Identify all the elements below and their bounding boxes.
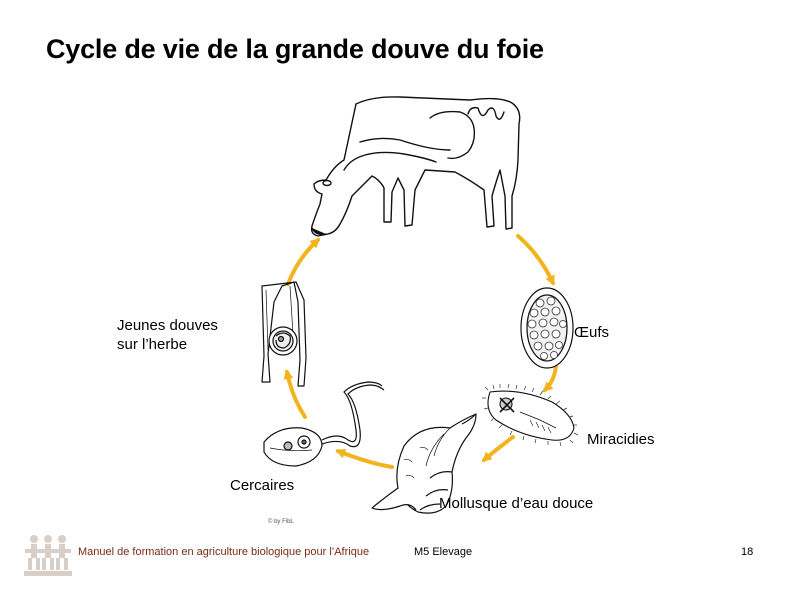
- footer-page-number: 18: [741, 546, 754, 558]
- cercaria-illustration: [264, 382, 384, 466]
- stage-label-cercaria: Cercaires: [230, 477, 295, 494]
- cow-illustration: [312, 97, 520, 236]
- footer-manual-title: Manuel de formation en agriculture biologique pour l’Afrique: [78, 546, 370, 558]
- miracidium-illustration: [482, 384, 578, 446]
- stage-label-miracidia: Miracidies: [587, 431, 655, 448]
- young-flukes-line2: sur l’herbe: [117, 336, 188, 353]
- stage-label-snail: Mollusque d’eau douce: [439, 495, 594, 512]
- stage-label-eggs: Œufs: [574, 324, 610, 341]
- arrow-grass-to-cow: [288, 240, 318, 284]
- arrow-cow-to-eggs: [518, 236, 553, 283]
- slide-title: Cycle de vie de la grande douve du foie: [46, 34, 544, 64]
- egg-illustration: [521, 288, 573, 368]
- stage-label-young-flukes: [117, 316, 218, 354]
- footer-module: M5 Elevage: [414, 546, 473, 558]
- arrow-snail-to-cercaria: [338, 451, 392, 467]
- grass-cyst-illustration: [262, 282, 306, 386]
- copyright-note: © by FibL: [268, 519, 294, 525]
- young-flukes-line1: Jeunes douves: [117, 317, 218, 334]
- arrow-eggs-to-miracidia: [545, 365, 556, 390]
- organization-logo: [22, 531, 74, 579]
- arrow-miracidia-to-snail: [484, 437, 513, 460]
